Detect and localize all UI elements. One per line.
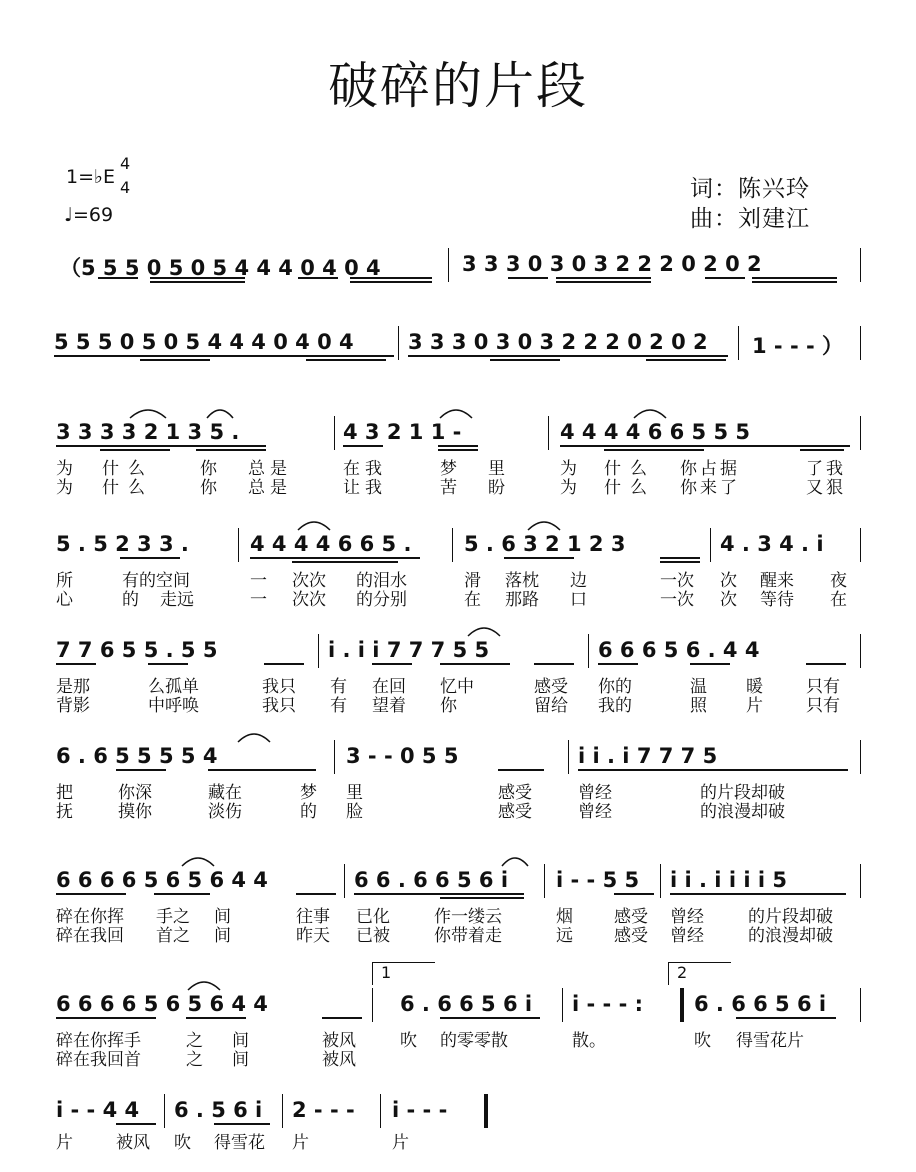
- lyric: 吹: [694, 1031, 711, 1051]
- measure-notes: 4 3 2 1 1 -: [343, 420, 462, 444]
- barline: [860, 634, 861, 668]
- volta-1-bracket: [372, 962, 435, 985]
- lyric: 狠: [826, 478, 843, 498]
- lyric: 吹: [174, 1133, 191, 1153]
- measure-notes: 7 7 6 5 5 . 5 5: [56, 638, 218, 662]
- lyric: 边: [570, 571, 587, 591]
- lyric: 烟: [556, 907, 573, 927]
- measure-notes: 6 . 6 5 5 5 5 4: [56, 744, 218, 768]
- lyric: 夜: [830, 571, 847, 591]
- lyric: 一次: [660, 571, 694, 591]
- lyric: 片: [746, 696, 763, 716]
- barline: [738, 326, 739, 360]
- measure-notes: 6 . 6 6 5 6 i: [400, 992, 533, 1016]
- barline: [860, 740, 861, 774]
- lyric: 我: [365, 478, 382, 498]
- lyric: 淡伤: [208, 802, 242, 822]
- barline: [448, 248, 449, 282]
- lyric: 什: [604, 459, 621, 479]
- lyric: 的浪漫却破: [748, 926, 833, 946]
- lyric: 间: [232, 1050, 249, 1070]
- lyric: 次次: [292, 590, 326, 610]
- lyric: 被风: [322, 1050, 356, 1070]
- barline: [164, 1094, 165, 1128]
- lyric: 的分别: [356, 590, 407, 610]
- lyric: 次: [720, 590, 737, 610]
- lyric: 曾经: [670, 907, 704, 927]
- barline: [710, 528, 711, 562]
- lyric: 为: [56, 478, 73, 498]
- lyric: 么: [630, 478, 647, 498]
- lyric: 次次: [292, 571, 326, 591]
- lyric: 间: [232, 1031, 249, 1051]
- lyric: 的零零散: [440, 1031, 508, 1051]
- lyric: 我: [826, 459, 843, 479]
- lyric: 有的空间: [122, 571, 190, 591]
- lyric: 感受: [614, 926, 648, 946]
- lyric: 脸: [346, 802, 363, 822]
- lyric: 我: [365, 459, 382, 479]
- lyric: 你的: [598, 677, 632, 697]
- measure-notes: i - - -: [392, 1098, 448, 1122]
- lyric: 一: [250, 571, 267, 591]
- lyric: 被风: [322, 1031, 356, 1051]
- lyric: 已化: [356, 907, 390, 927]
- measure-notes: i i . i 7 7 7 5: [578, 744, 718, 768]
- lyricist-credit: 词：陈兴玲: [690, 176, 810, 202]
- lyric: 什: [102, 459, 119, 479]
- lyric: 曾经: [670, 926, 704, 946]
- lyric: 被风: [116, 1133, 150, 1153]
- measure-notes: i . i i 7 7 7 5 5: [328, 638, 490, 662]
- barline: [334, 740, 335, 774]
- lyric: 醒来: [760, 571, 794, 591]
- lyric: 为: [56, 459, 73, 479]
- barline: [588, 634, 589, 668]
- barline: [860, 416, 861, 450]
- lyric: 里: [488, 459, 505, 479]
- lyric: 么: [128, 478, 145, 498]
- time-signature-bottom: 4: [120, 178, 131, 197]
- lyric: 藏在: [208, 783, 242, 803]
- measure-notes: 6 . 6 6 5 6 i: [694, 992, 827, 1016]
- barline: [562, 988, 563, 1022]
- lyric: 的泪水: [356, 571, 407, 591]
- lyric: 等待: [760, 590, 794, 610]
- measure-notes: 3 3 3 0 3 0 3 2 2 2 0 2 0 2: [462, 252, 762, 276]
- lyric: 总: [248, 459, 265, 479]
- lyric: 有: [330, 696, 347, 716]
- lyric: 心: [56, 590, 73, 610]
- lyric: 散。: [572, 1031, 606, 1051]
- measure-notes: 6 . 5 6 i: [174, 1098, 263, 1122]
- lyric: 来: [700, 478, 717, 498]
- lyric: 感受: [614, 907, 648, 927]
- barline: [380, 1094, 381, 1128]
- lyric: 么: [630, 459, 647, 479]
- lyric: 梦: [440, 459, 457, 479]
- lyric: 落枕: [505, 571, 539, 591]
- lyric: 么: [128, 459, 145, 479]
- lyric: 只有: [806, 677, 840, 697]
- lyric: 之: [186, 1031, 203, 1051]
- measure-notes: 2 - - -: [292, 1098, 355, 1122]
- measure-notes: 4 4 4 4 6 6 5 .: [250, 532, 412, 556]
- measure-notes: i i . i i i i 5: [670, 868, 787, 892]
- lyric: 留给: [534, 696, 568, 716]
- measure-notes: 3 3 3 3 2 1 3 5 .: [56, 420, 240, 444]
- barline: [660, 864, 661, 898]
- measure-notes: 5 . 5 2 3 3 .: [56, 532, 189, 556]
- measure-notes: 5 5 5 0 5 0 5 4 4 4 0 4 0 4: [54, 330, 354, 354]
- lyric: 的片段却破: [700, 783, 785, 803]
- barline: [452, 528, 453, 562]
- lyric: 梦: [300, 783, 317, 803]
- final-barline: [484, 1094, 488, 1128]
- lyric: 次: [720, 571, 737, 591]
- lyric: 你: [680, 459, 697, 479]
- lyric: 碎在我回首: [56, 1050, 141, 1070]
- lyric: 照: [690, 696, 707, 716]
- lyric: 口: [570, 590, 587, 610]
- barline: [860, 248, 861, 282]
- lyric: 在: [343, 459, 360, 479]
- lyric: 忆中: [440, 677, 474, 697]
- tempo-marking: ♩=69: [64, 204, 114, 226]
- lyric: 把: [56, 783, 73, 803]
- lyric: 手之: [156, 907, 190, 927]
- lyric: 片: [56, 1133, 73, 1153]
- measure-notes: 1 - - - ）: [752, 334, 844, 358]
- lyric: 你: [680, 478, 697, 498]
- measure-notes: 3 - - 0 5 5: [346, 744, 459, 768]
- lyric: 一: [250, 590, 267, 610]
- lyric: 么孤单: [148, 677, 199, 697]
- lyric: 在: [830, 590, 847, 610]
- lyric: 了: [806, 459, 823, 479]
- measure-notes: 6 6 6 6 5 6 5 6 4 4: [56, 868, 268, 892]
- lyric: 苦: [440, 478, 457, 498]
- lyric: 碎在我回: [56, 926, 124, 946]
- lyric: 中呼唤: [148, 696, 199, 716]
- lyric: 又: [806, 478, 823, 498]
- lyric: 曾经: [578, 802, 612, 822]
- lyric: 已被: [356, 926, 390, 946]
- barline: [568, 740, 569, 774]
- lyric: 走远: [160, 590, 194, 610]
- lyric: 温: [690, 677, 707, 697]
- lyric: 你带着走: [434, 926, 502, 946]
- measure-notes: i - - 5 5: [556, 868, 640, 892]
- lyric: 是: [270, 478, 287, 498]
- lyrics-verse-1: [0, 1128, 916, 1153]
- lyric: 什: [604, 478, 621, 498]
- key-signature: 1=♭E: [66, 166, 115, 188]
- lyric: 那路: [505, 590, 539, 610]
- lyric: 片: [392, 1133, 409, 1153]
- lyric: 的片段却破: [748, 907, 833, 927]
- lyric: 的: [300, 802, 317, 822]
- lyric: 在回: [372, 677, 406, 697]
- lyric: 碎在你挥: [56, 907, 124, 927]
- lyric: 一次: [660, 590, 694, 610]
- lyric: 是那: [56, 677, 90, 697]
- lyric: 了: [720, 478, 737, 498]
- lyric: 有: [330, 677, 347, 697]
- barline: [334, 416, 335, 450]
- lyric: 抚: [56, 802, 73, 822]
- barline: [398, 326, 399, 360]
- lyric: 的浪漫却破: [700, 802, 785, 822]
- measure-notes: 4 . 3 4 . i: [720, 532, 824, 556]
- barline: [860, 528, 861, 562]
- volta-2-bracket: [668, 962, 731, 985]
- lyric: 感受: [498, 802, 532, 822]
- measure-notes: i - - 4 4: [56, 1098, 140, 1122]
- lyric: 我只: [262, 677, 296, 697]
- lyric: 碎在你挥手: [56, 1031, 141, 1051]
- barline: [548, 416, 549, 450]
- lyric: 望着: [372, 696, 406, 716]
- lyric: 片: [292, 1133, 309, 1153]
- lyric: 之: [186, 1050, 203, 1070]
- barline: [372, 988, 373, 1022]
- song-title: 破碎的片段: [328, 57, 588, 115]
- barline: [344, 864, 345, 898]
- lyric: 让: [343, 478, 360, 498]
- measure-notes: 5 . 6 3 2 1 2 3: [464, 532, 626, 556]
- lyric: 什: [102, 478, 119, 498]
- lyric: 是: [270, 459, 287, 479]
- lyric: 吹: [400, 1031, 417, 1051]
- lyric: 曾经: [578, 783, 612, 803]
- lyric: 昨天: [296, 926, 330, 946]
- lyric: 你: [200, 459, 217, 479]
- barline: [860, 988, 861, 1022]
- barline: [544, 864, 545, 898]
- lyric: 间: [214, 907, 231, 927]
- lyric: 总: [248, 478, 265, 498]
- lyric: 我只: [262, 696, 296, 716]
- volta-1-number: 1: [381, 963, 392, 982]
- lyric: 你深: [118, 783, 152, 803]
- measure-notes: 6 6 6 6 5 6 5 6 4 4: [56, 992, 268, 1016]
- lyric: 远: [556, 926, 573, 946]
- lyric: 我的: [598, 696, 632, 716]
- measure-notes: 6 6 6 5 6 . 4 4: [598, 638, 760, 662]
- volta-2-number: 2: [677, 963, 688, 982]
- barline: [860, 326, 861, 360]
- lyric: 感受: [534, 677, 568, 697]
- lyric: 据: [720, 459, 737, 479]
- lyric: 盼: [488, 478, 505, 498]
- barline: [238, 528, 239, 562]
- lyric: 的: [122, 590, 139, 610]
- barline: [860, 864, 861, 898]
- barline: [282, 1094, 283, 1128]
- barline: [318, 634, 319, 668]
- lyric: 你: [200, 478, 217, 498]
- lyric: 首之: [156, 926, 190, 946]
- measure-notes: i - - - :: [572, 992, 643, 1016]
- repeat-end-barline: [680, 988, 684, 1022]
- lyric: 你: [440, 696, 457, 716]
- measure-notes: 3 3 3 0 3 0 3 2 2 2 0 2 0 2: [408, 330, 708, 354]
- lyric: 所: [56, 571, 73, 591]
- lyric: 只有: [806, 696, 840, 716]
- lyric: 背影: [56, 696, 90, 716]
- measure-notes: 4 4 4 4 6 6 5 5 5: [560, 420, 750, 444]
- composer-credit: 曲：刘建江: [690, 206, 810, 232]
- time-signature-top: 4: [120, 154, 131, 173]
- lyric: 作一缕云: [434, 907, 502, 927]
- lyric: 里: [346, 783, 363, 803]
- lyric: 为: [560, 459, 577, 479]
- lyric: 得雪花: [214, 1133, 265, 1153]
- lyric: 为: [560, 478, 577, 498]
- lyric: 得雪花片: [736, 1031, 804, 1051]
- measure-notes: （5 5 5 0 5 0 5 4 4 4 0 4 0 4: [60, 256, 381, 280]
- lyric: 滑: [464, 571, 481, 591]
- lyric: 感受: [498, 783, 532, 803]
- lyric: 暖: [746, 677, 763, 697]
- lyric: 摸你: [118, 802, 152, 822]
- lyric: 间: [214, 926, 231, 946]
- lyric: 往事: [296, 907, 330, 927]
- measure-notes: 6 6 . 6 6 5 6 i: [354, 868, 509, 892]
- lyric: 在: [464, 590, 481, 610]
- lyric: 占: [700, 459, 717, 479]
